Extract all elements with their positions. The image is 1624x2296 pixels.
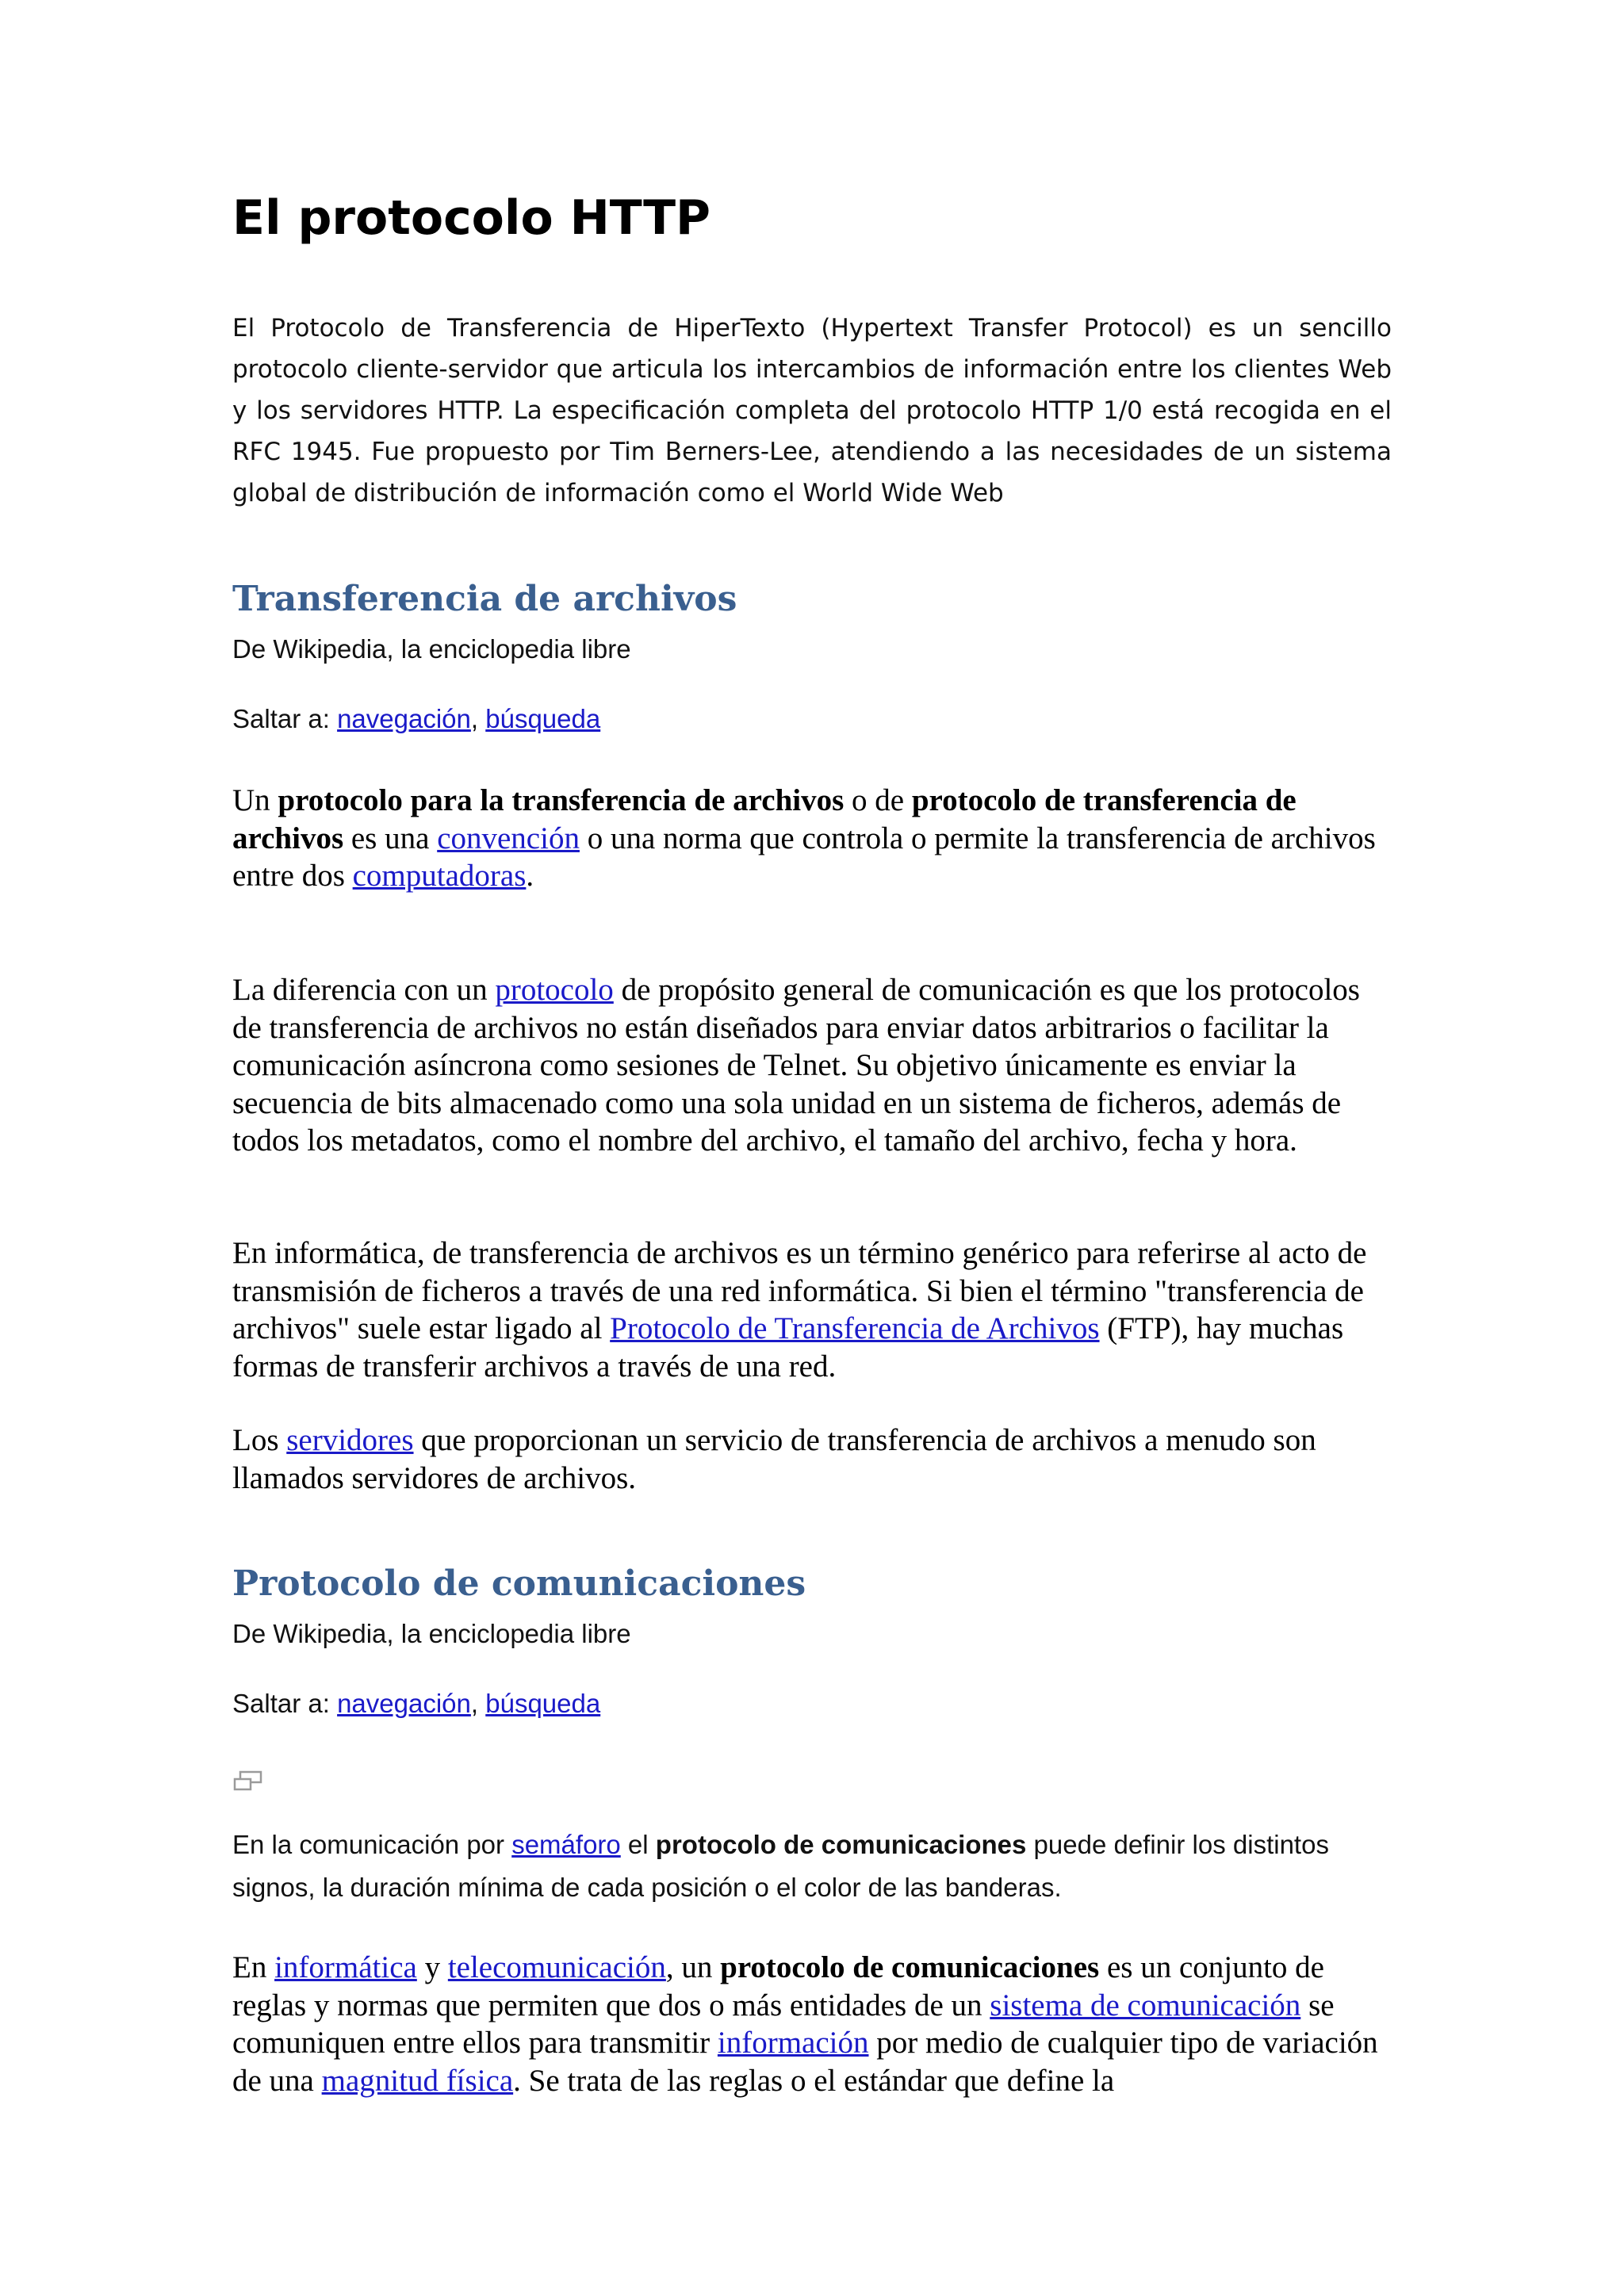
text: se comuniquen entre ellos para transmitir [232, 1988, 1335, 2060]
text: y [416, 1950, 448, 1984]
jump-separator: , [470, 1689, 486, 1718]
section-heading-transferencia: Transferencia de archivos [232, 579, 737, 619]
link-ftp[interactable]: Protocolo de Transferencia de Archivos [610, 1311, 1100, 1345]
paragraph-informatica [232, 1234, 1392, 1385]
text: puede definir los distintos signos, la duración mínima de cada posición o el color de las banderas. [232, 1830, 1329, 1902]
jump-links [232, 1689, 600, 1719]
jump-search-link[interactable]: búsqueda [485, 1689, 601, 1718]
jump-prefix: Saltar a: [232, 704, 338, 733]
jump-search-link[interactable]: búsqueda [485, 704, 601, 733]
link-computadoras[interactable]: computadoras [352, 859, 527, 893]
text: En [232, 1950, 275, 1984]
link-convencion[interactable]: convención [437, 821, 580, 855]
bold-term: protocolo de comunicaciones [655, 1830, 1027, 1859]
bold-term: protocolo de comunicaciones [720, 1950, 1100, 1984]
jump-navigation-link[interactable]: navegación [337, 704, 471, 733]
text: Los [232, 1423, 287, 1457]
text: o una norma que controla o permite la transferencia de archivos entre dos [232, 821, 1376, 893]
page-title: El protocolo HTTP [232, 190, 710, 246]
intro-paragraph: El Protocolo de Transferencia de HiperTexto (Hypertext Transfer Protocol) es un sencillo protocolo cliente-servidor que articula los intercambios de información entre los clientes Web y los servidores HTTP. La especificación completa del protocolo HTTP 1/0 está recogida en el RFC 1945. Fue propuesto por Tim Berners-Lee, atendiendo a las necesidades de un sistema global de distribución de información como el World Wide Web [232, 314, 1392, 507]
bold-term: protocolo para la transferencia de archivos [278, 783, 845, 817]
text: que proporcionan un servicio de transferencia de archivos a menudo son llamados servidores de archivos. [232, 1423, 1316, 1495]
text: es un conjunto de reglas y normas que permiten que dos o más entidades de un [232, 1950, 1324, 2022]
section-heading-protocolo-comunicaciones: Protocolo de comunicaciones [232, 1563, 806, 1604]
section-source: De Wikipedia, la enciclopedia libre [232, 1619, 631, 1648]
link-informacion[interactable]: información [717, 2026, 869, 2060]
jump-navigation-link[interactable]: navegación [337, 1689, 471, 1718]
paragraph-semaforo [232, 1823, 1392, 1909]
jump-separator: , [470, 704, 486, 733]
jump-prefix: Saltar a: [232, 1689, 338, 1718]
section-source: De Wikipedia, la enciclopedia libre [232, 634, 631, 664]
link-sistema-comunicacion[interactable]: sistema de comunicación [990, 1988, 1301, 2022]
bold-term: protocolo de transferencia de archivos [232, 783, 1297, 855]
text: En informática, de transferencia de archivos es un término genérico para referirse al acto de transmisión de ficheros a través de una red informática. Si bien el término "transferencia de archivos" suele estar ligado al [232, 1236, 1367, 1345]
paragraph-servidores [232, 1422, 1392, 1497]
link-semaforo[interactable]: semáforo [511, 1830, 621, 1859]
paragraph-definition [232, 782, 1392, 895]
link-servidores[interactable]: servidores [286, 1423, 414, 1457]
text: es una [343, 821, 438, 855]
text: . Se trata de las reglas o el estándar que define la [513, 2063, 1115, 2098]
text: de propósito general de comunicación es que los protocolos de transferencia de archivos no están diseñados para enviar datos arbitrarios o facilitar la comunicación asíncrona como sesiones de Telnet. Su objetivo únicamente es enviar la secuencia de bits almacenado como una sola unidad en un sistema de ficheros, además de todos los metadatos, como el nombre del archivo, el tamaño del archivo, fecha y hora. [232, 973, 1360, 1158]
text: . [526, 859, 534, 893]
link-telecomunicacion[interactable]: telecomunicación [447, 1950, 666, 1984]
paragraph-diferencia [232, 971, 1392, 1160]
jump-links [232, 704, 600, 734]
text: Un [232, 783, 278, 817]
text: o de [844, 783, 912, 817]
link-protocolo[interactable]: protocolo [495, 973, 614, 1007]
link-informatica[interactable]: informática [274, 1950, 417, 1984]
text: por medio de cualquier tipo de variación de una [232, 2026, 1378, 2098]
text: (FTP), hay muchas formas de transferir archivos a través de una red. [232, 1311, 1344, 1383]
text: , un [665, 1950, 721, 1984]
text: La diferencia con un [232, 973, 496, 1007]
text: el [620, 1830, 656, 1859]
text: En la comunicación por [232, 1830, 512, 1859]
link-magnitud-fisica[interactable]: magnitud física [321, 2063, 514, 2098]
paragraph-definicion-protocolo [232, 1949, 1392, 2099]
broken-image-icon [232, 1770, 264, 1793]
